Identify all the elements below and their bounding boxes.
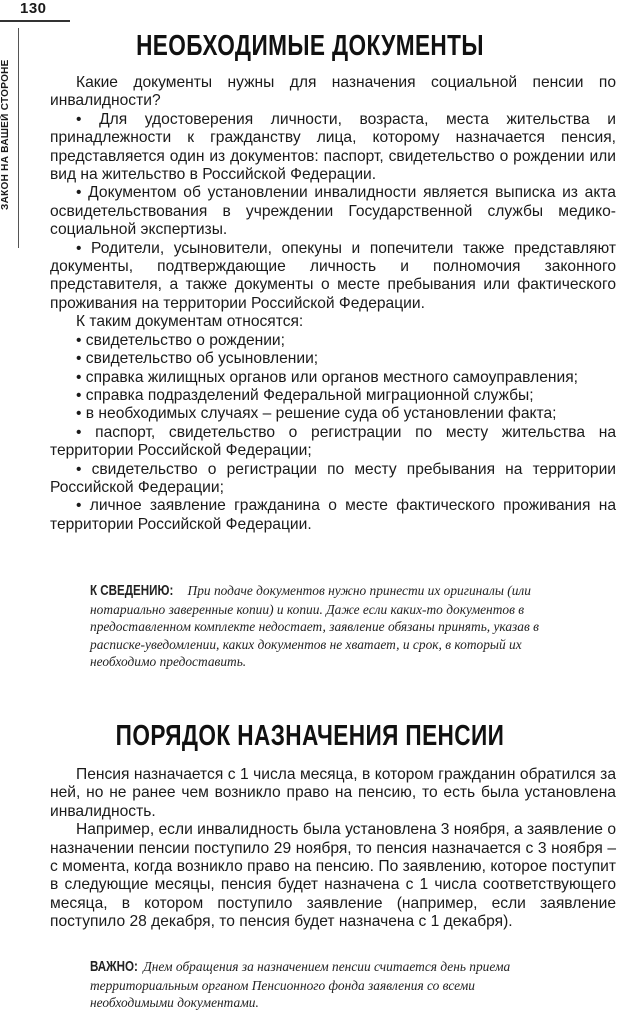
list-item: • справка жилищных органов или органов местного самоуправления; <box>76 368 578 386</box>
page-number: 130 <box>20 0 47 17</box>
paragraph: • Для удостоверения личности, возраста, места жительства и принадлежности к гражданству лица, которому назначается пенсия, представляется один из документов: паспорт, свидетельство о рождении или вид на жительство в Российской Федерации. <box>50 110 616 184</box>
note-info <box>90 582 552 671</box>
side-rule <box>18 28 19 248</box>
paragraph: Пенсия назначается с 1 числа месяца, в котором гражданин обратился за ней, но не ранее чем возникло право на пенсию, то есть была установлена инвалидность. <box>50 766 616 820</box>
list-item: • свидетельство об усыновлении; <box>76 350 319 368</box>
note-label-info: К СВЕДЕНИЮ: <box>90 583 174 599</box>
note-important <box>90 958 552 1012</box>
note-text-info: При подаче документов нужно принести их оригиналы (или нотариально заверенные копии) и копии. Даже если каких-то документов в предоставленном комплекте недостает, заявление обязаны принять, указав в расписке-уведомлении, каких документов не хватает, и срок, в который их необходимо предоставить. <box>90 583 539 670</box>
list-item: • личное заявление гражданина о месте фактического проживания на территории Российской Федерации. <box>50 497 616 533</box>
section-title-procedure: ПОРЯДОК НАЗНАЧЕНИЯ ПЕНСИИ <box>115 720 505 752</box>
header-rule <box>0 20 70 22</box>
list-item: • свидетельство о рождении; <box>76 331 285 349</box>
list-item: • справка подразделений Федеральной миграционной службы; <box>76 386 534 404</box>
section-title-documents: НЕОБХОДИМЫЕ ДОКУМЕНТЫ <box>136 30 484 62</box>
note-text-important: Днем обращения за назначением пенсии считается день приема территориальным органом Пенсионного фонда заявления со всеми необходимыми документами. <box>90 959 511 1011</box>
paragraph: Например, если инвалидность была установлена 3 ноября, а заявление о назначении пенсии поступило 29 ноября, то пенсия назначается с 3 ноября – с момента, когда возникло право на пенсию. По заявлению, которое поступит в следующие месяцы, пенсия будет назначена с 1 числа соответствующего месяца, в котором поступило заявление (например, если заявление поступило 28 декабря, то пенсия будет назначена с 1 декабря). <box>50 821 616 931</box>
list-item: • в необходимых случаях – решение суда об установлении факта; <box>76 405 557 423</box>
paragraph: К таким документам относятся: <box>76 313 304 331</box>
paragraph: • Родители, усыновители, опекуны и попечители также представляют документы, подтверждающие личность и полномочия законного представителя, а также документы о месте пребывания или фактического проживания на территории Российской Федерации. <box>50 239 616 312</box>
list-item: • свидетельство о регистрации по месту пребывания на территории Российской Федерации; <box>50 460 616 496</box>
list-item: • паспорт, свидетельство о регистрации по месту жительства на территории Российской Федерации; <box>50 423 616 460</box>
note-label-important: ВАЖНО: <box>90 959 138 975</box>
paragraph: • Документом об установлении инвалидности является выписка из акта освидетельствования в учреждении Государственной службы медико-социальной экспертизы. <box>50 184 616 239</box>
paragraph: Какие документы нужны для назначения социальной пенсии по инвалидности? <box>50 74 616 110</box>
side-running-title: ЗАКОН НА ВАШЕЙ СТОРОНЕ <box>0 59 11 211</box>
section-body-procedure <box>50 766 616 932</box>
section-body-documents <box>50 74 616 534</box>
